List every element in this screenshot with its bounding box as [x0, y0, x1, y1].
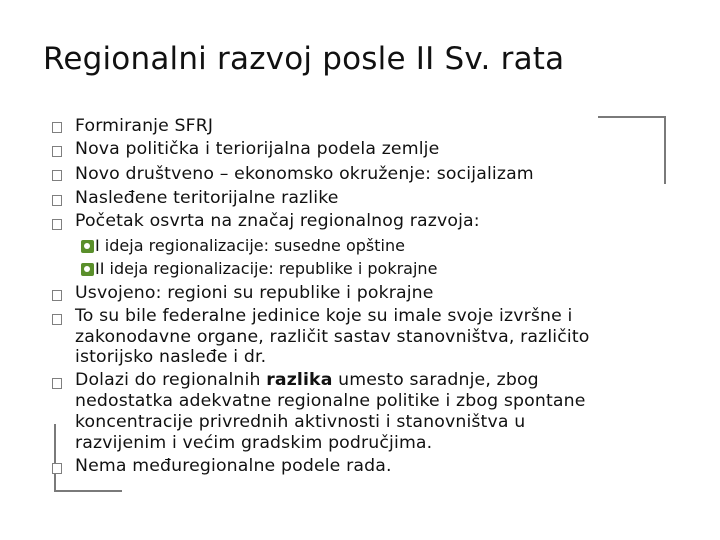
sub-bullet-item: I ideja regionalizacije: susedne opštine [95, 236, 405, 255]
slide-title: Regionalni razvoj posle II Sv. rata [43, 41, 565, 77]
bullet-item: Nasleđene teritorijalne razlike [75, 188, 339, 208]
bullet-item: Nema međuregionalne podele rada. [75, 456, 392, 476]
square-checkbox-icon [52, 146, 62, 157]
square-checkbox-icon [52, 170, 62, 181]
bullet-text: Dolazi do regionalnih [75, 370, 267, 390]
bullet-item: Nova politička i teriorijalna podela zemlje [75, 139, 440, 159]
sub-bullet-item: II ideja regionalizacije: republike i pokrajne [95, 259, 438, 278]
bullet-item: Formiranje SFRJ [75, 116, 214, 136]
bullet-item-continuation: razvijenim i većim gradskim područjima. [75, 433, 433, 453]
square-checkbox-icon [52, 195, 62, 206]
green-q-bullet-icon [81, 263, 94, 276]
bullet-item: To su bile federalne jedinice koje su imale svoje izvršne i [75, 306, 573, 326]
bullet-item-continuation: koncentracije privrednih aktivnosti i stanovništva u [75, 412, 526, 432]
square-checkbox-icon [52, 122, 62, 133]
bullet-item: Usvojeno: regioni su republike i pokrajne [75, 283, 434, 303]
square-checkbox-icon [52, 378, 62, 389]
bullet-item-continuation: nedostatka adekvatne regionalne politike i zbog spontane [75, 391, 586, 411]
green-q-bullet-icon [81, 240, 94, 253]
square-checkbox-icon [52, 463, 62, 474]
square-checkbox-icon [52, 219, 62, 230]
square-checkbox-icon [52, 314, 62, 325]
emphasized-word: razlika [266, 370, 333, 390]
bullet-item: Novo društveno – ekonomsko okruženje: socijalizam [75, 164, 534, 184]
bullet-item: Početak osvrta na značaj regionalnog razvoja: [75, 211, 480, 231]
square-checkbox-icon [52, 290, 62, 301]
bullet-item-continuation: zakonodavne organe, različit sastav stanovništva, različito [75, 327, 590, 347]
bullet-item-continuation: istorijsko nasleđe i dr. [75, 347, 267, 367]
bullet-item [75, 370, 675, 391]
bullet-text: umesto saradnje, zbog [332, 370, 539, 390]
